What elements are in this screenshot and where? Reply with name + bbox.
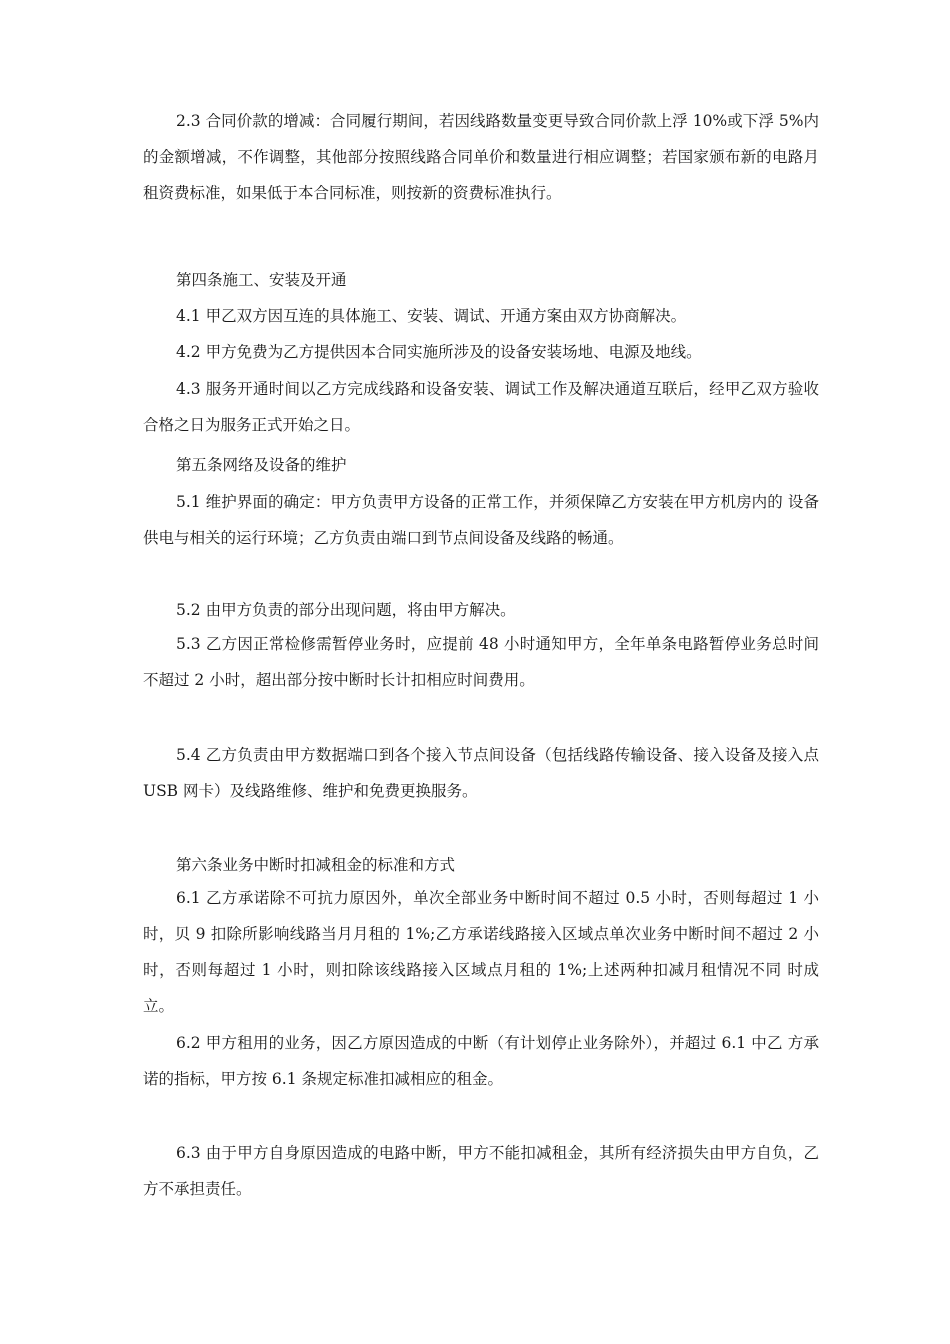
paragraph-4-2: 4.2 甲方免费为乙方提供因本合同实施所涉及的设备安装场地、电源及地线。 (176, 343, 702, 361)
section-heading-5: 第五条网络及设备的维护 (176, 456, 347, 474)
paragraph-5-4: 5.4 乙方负责由甲方数据端口到各个接入节点间设备（包括线路传输设备、接入设备及接入点 USB 网卡）及线路维修、维护和免费更换服务。 (143, 746, 819, 800)
paragraph-4-1: 4.1 甲乙双方因互连的具体施工、安装、调试、开通方案由双方协商解决。 (176, 307, 687, 325)
paragraph-6-2: 6.2 甲方租用的业务，因乙方原因造成的中断（有计划停止业务除外），并超过 6.1 中乙 方承诺的指标，甲方按 6.1 条规定标准扣减相应的租金。 (143, 1034, 819, 1088)
paragraph-5-1: 5.1 维护界面的确定：甲方负责甲方设备的正常工作，并须保障乙方安装在甲方机房内的 设备供电与相关的运行环境；乙方负责由端口到节点间设备及线路的畅通。 (143, 493, 819, 547)
section-heading-4: 第四条施工、安装及开通 (176, 271, 347, 289)
paragraph-5-3: 5.3 乙方因正常检修需暂停业务时，应提前 48 小时通知甲方，全年单条电路暂停业务总时间不超过 2 小时，超出部分按中断时长计扣相应时间费用。 (143, 635, 819, 689)
paragraph-6-1: 6.1 乙方承诺除不可抗力原因外，单次全部业务中断时间不超过 0.5 小时，否则每超过 1 小 时，贝 9 扣除所影响线路当月月租的 1%;乙方承诺线路接入区域点单次业务中断时间不超过 2 小时，否则每超过 1 小时，则扣除该线路接入区域点月租的 1%;上述两种扣减月租情况不同 时成立。 (143, 889, 819, 1015)
section-heading-6: 第六条业务中断时扣减租金的标准和方式 (176, 856, 456, 874)
paragraph-5-2: 5.2 由甲方负责的部分出现问题，将由甲方解决。 (176, 601, 516, 619)
paragraph-2-3: 2.3 合同价款的增减：合同履行期间，若因线路数量变更导致合同价款上浮 10%或下浮 5%内的金额增减，不作调整，其他部分按照线路合同单价和数量进行相应调整；若国家颁布新的电路月租资费标准，如果低于本合同标准，则按新的资费标准执行。 (143, 112, 819, 202)
paragraph-4-3: 4.3 服务开通时间以乙方完成线路和设备安装、调试工作及解决通道互联后，经甲乙双方验收合格之日为服务正式开始之日。 (143, 380, 819, 434)
paragraph-6-3: 6.3 由于甲方自身原因造成的电路中断，甲方不能扣减租金，其所有经济损失由甲方自负，乙方不承担责任。 (143, 1144, 819, 1198)
